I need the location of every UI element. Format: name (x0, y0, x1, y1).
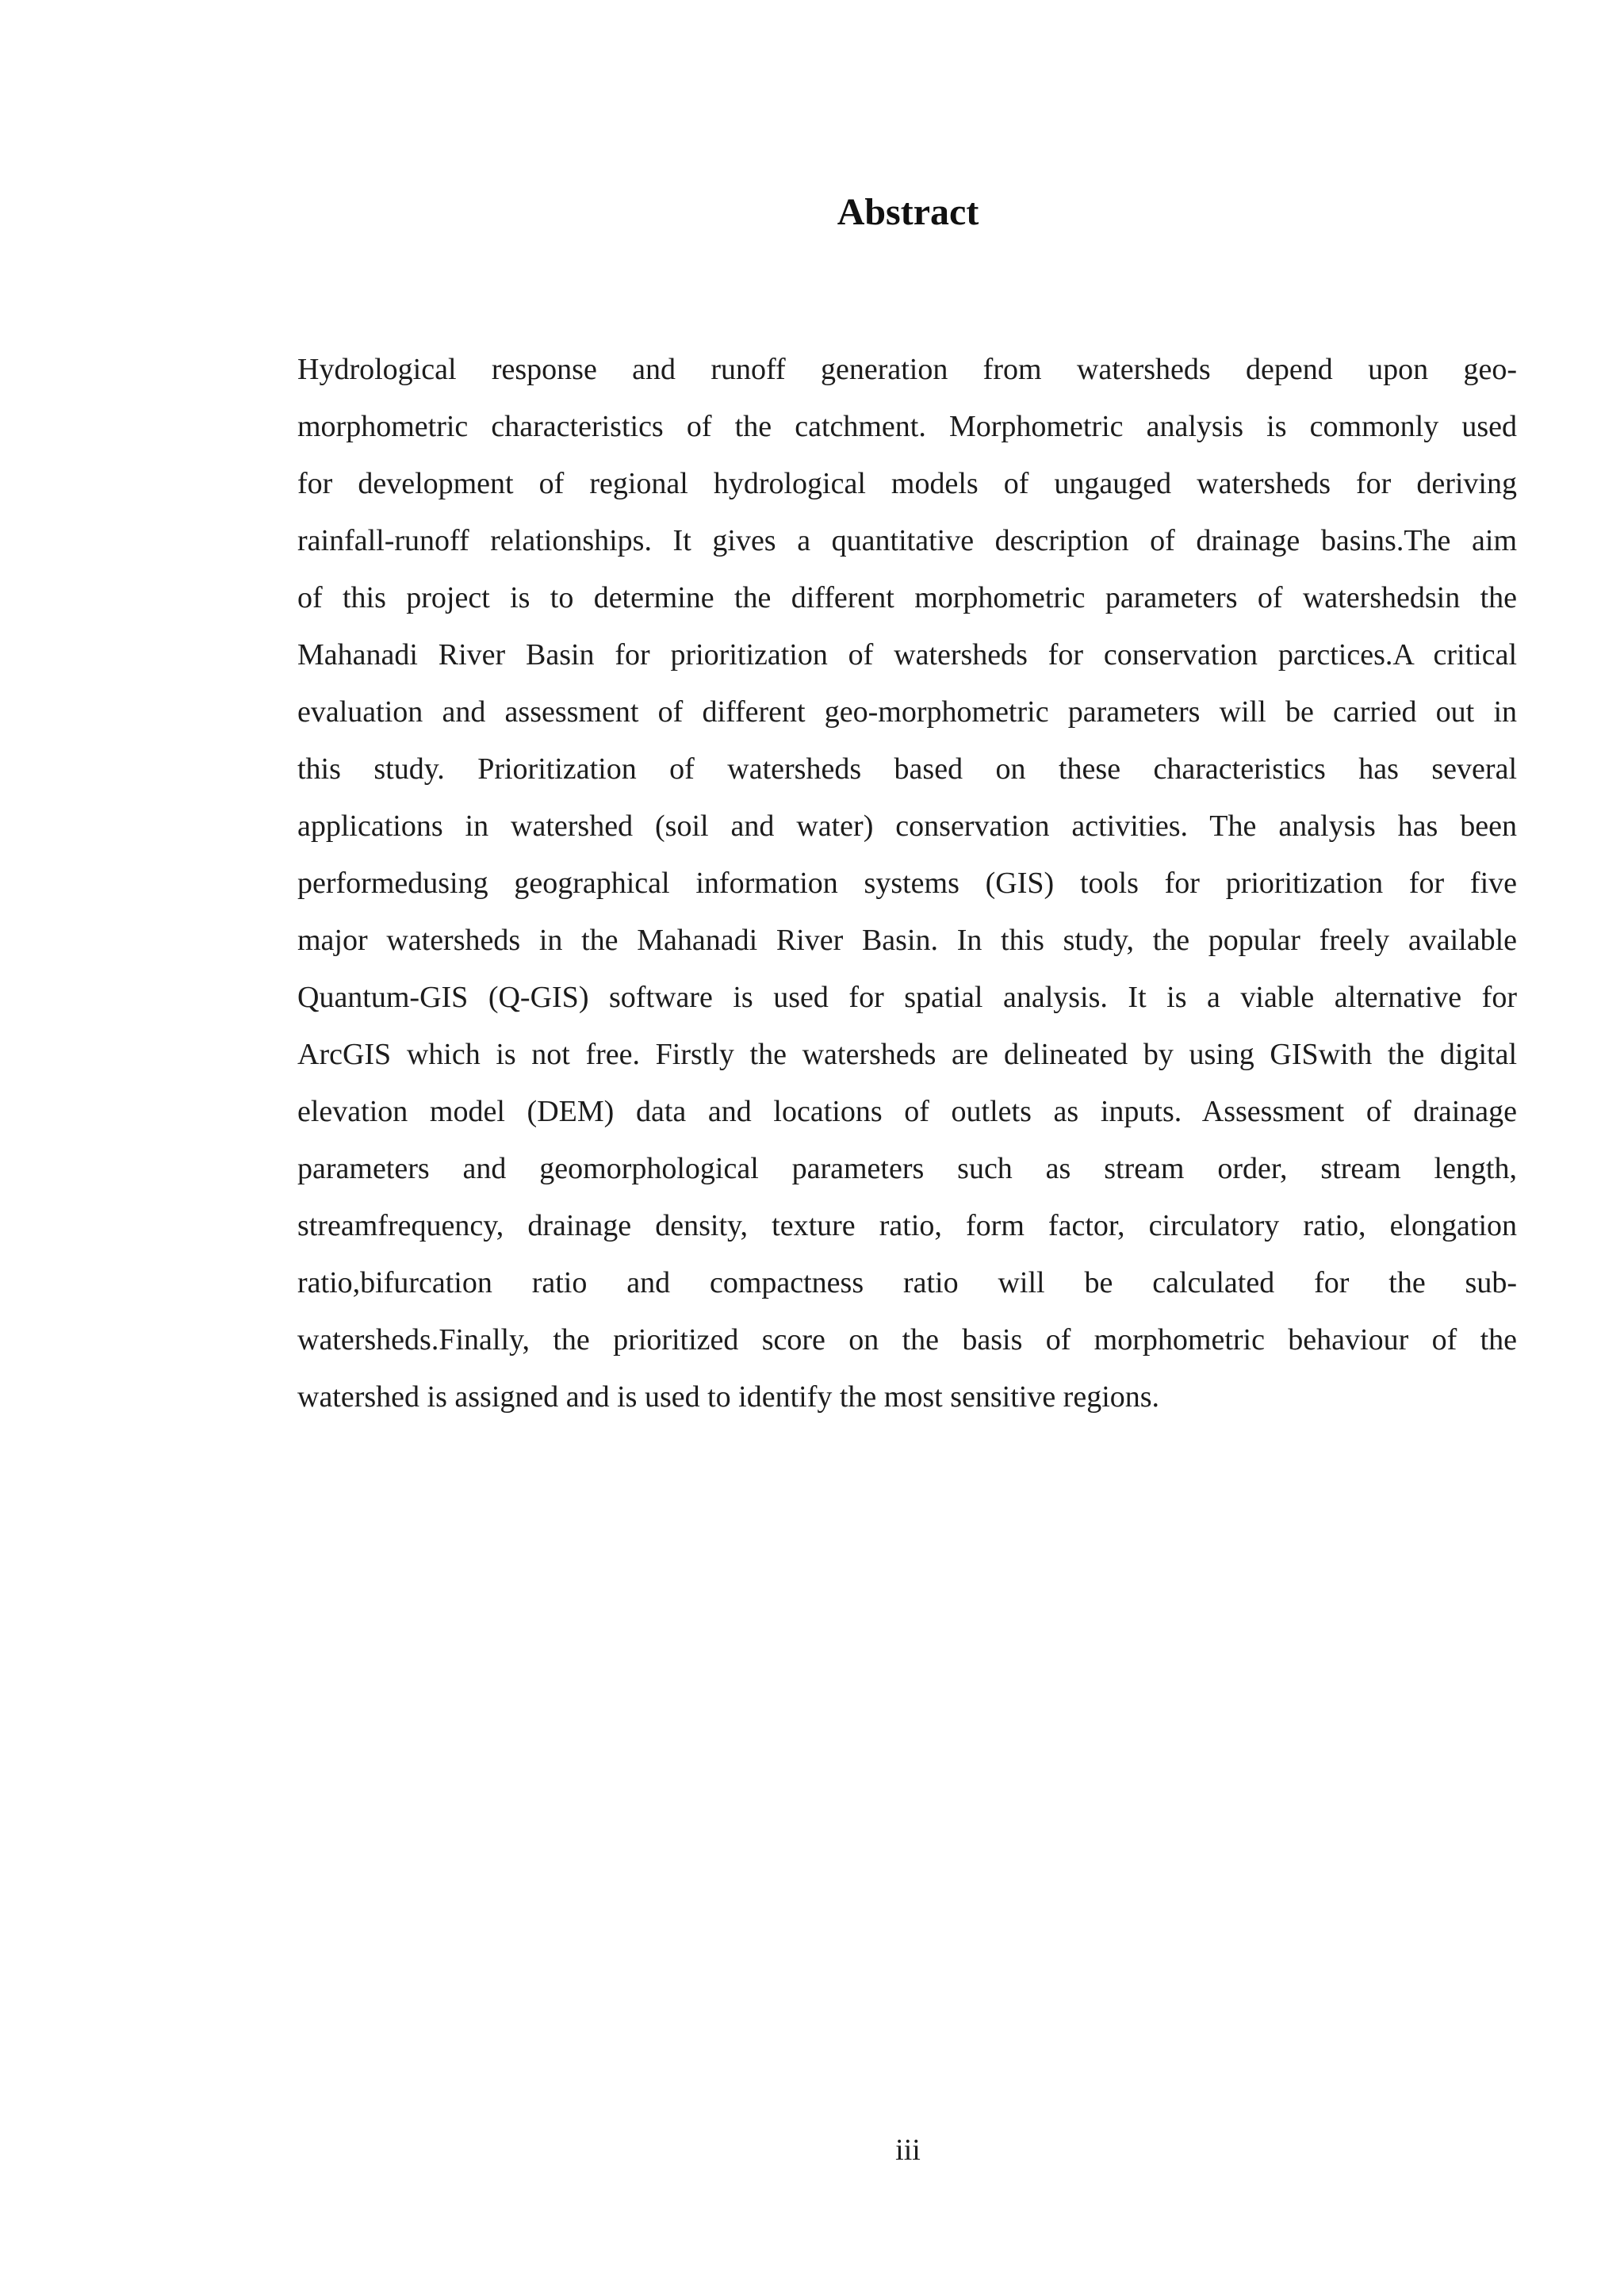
abstract-line: streamfrequency, drainage density, texture ratio, form factor, circulatory ratio, elongation (297, 1209, 1517, 1242)
abstract-body (297, 341, 1517, 1425)
abstract-line: performedusing geographical information systems (GIS) tools for prioritization for five (297, 867, 1517, 900)
abstract-line: elevation model (DEM) data and locations of outlets as inputs. Assessment of drainage (297, 1095, 1517, 1128)
abstract-line: ArcGIS which is not free. Firstly the watersheds are delineated by using GISwith the digital (297, 1038, 1517, 1071)
abstract-line: morphometric characteristics of the catchment. Morphometric analysis is commonly used (297, 410, 1517, 443)
abstract-line: rainfall-runoff relationships. It gives a quantitative description of drainage basins.The aim (297, 524, 1517, 557)
abstract-line: of this project is to determine the different morphometric parameters of watershedsin the (297, 581, 1517, 614)
abstract-line: Quantum-GIS (Q-GIS) software is used for spatial analysis. It is a viable alternative for (297, 981, 1517, 1014)
abstract-line: evaluation and assessment of different geo-morphometric parameters will be carried out in (297, 695, 1517, 729)
abstract-line: for development of regional hydrological models of ungauged watersheds for deriving (297, 467, 1517, 500)
abstract-line: ratio,bifurcation ratio and compactness ratio will be calculated for the sub- (297, 1266, 1517, 1299)
abstract-line: Mahanadi River Basin for prioritization of watersheds for conservation parctices.A critical (297, 638, 1517, 672)
abstract-line: watersheds.Finally, the prioritized score on the basis of morphometric behaviour of the (297, 1323, 1517, 1357)
abstract-line: applications in watershed (soil and water) conservation activities. The analysis has been (297, 809, 1517, 843)
abstract-line: watershed is assigned and is used to identify the most sensitive regions. (297, 1380, 1160, 1414)
abstract-line: this study. Prioritization of watersheds based on these characteristics has several (297, 752, 1517, 786)
page-number: iii (895, 2133, 921, 2167)
abstract-line: parameters and geomorphological parameters such as stream order, stream length, (297, 1152, 1517, 1185)
abstract-title: Abstract (837, 191, 979, 233)
abstract-line: major watersheds in the Mahanadi River Basin. In this study, the popular freely available (297, 924, 1517, 957)
abstract-line: Hydrological response and runoff generation from watersheds depend upon geo- (297, 353, 1517, 386)
